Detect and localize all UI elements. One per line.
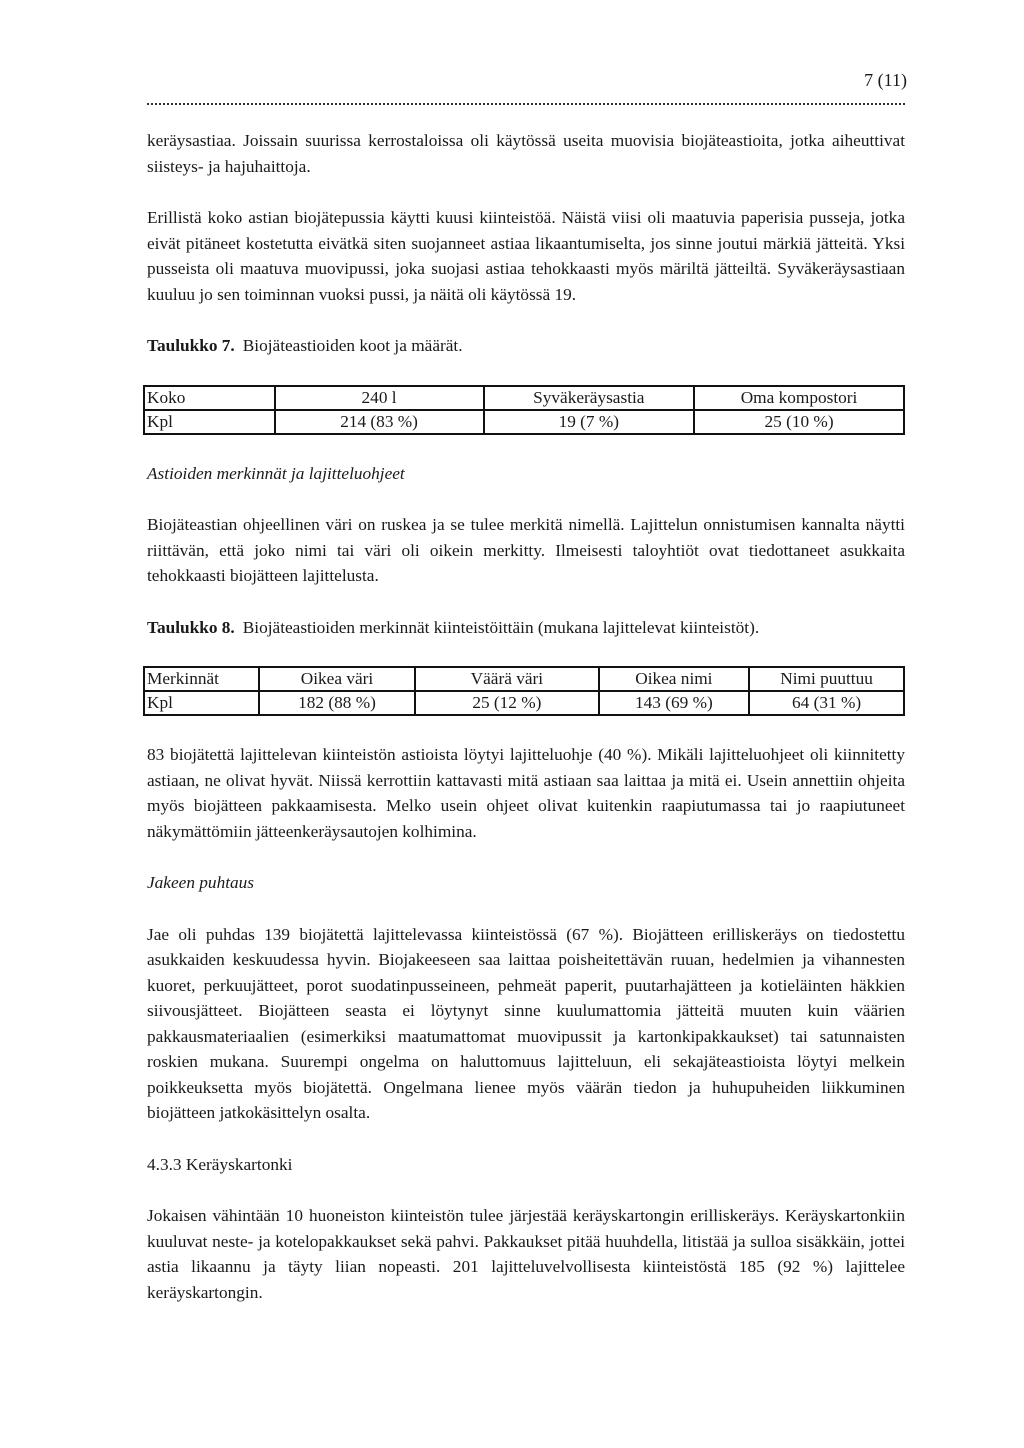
table-cell: Syväkeräysastia [484, 386, 694, 410]
table-8-caption [147, 615, 905, 641]
table-cell: 19 (7 %) [484, 410, 694, 434]
paragraph-cardboard: Jokaisen vähintään 10 huoneiston kiinteistön tulee järjestää keräyskartongin erilliskeräys. Keräyskartonkiin kuuluvat neste- ja kotelopakkaukset sekä pahvi. Pakkaukset pitää huuhdella, litistää ja sulloa sisäkkäin, jottei astia likaannu ja täyty liian nopeasti. 201 lajitteluvelvollisesta kiinteistöstä 185 (92 %) lajittelee keräyskartongin. [147, 1206, 905, 1302]
table-cell: 25 (10 %) [694, 410, 904, 434]
table-cell: Oikea nimi [599, 667, 750, 691]
table-8-label: Taulukko 8. [147, 617, 235, 637]
table-cell: Oikea väri [259, 667, 415, 691]
table-cell: Kpl [144, 691, 259, 715]
table-row [144, 667, 904, 691]
table-7-label: Taulukko 7. [147, 336, 235, 355]
table-cell: 64 (31 %) [749, 691, 904, 715]
table-cell: Kpl [144, 410, 275, 434]
table-row [144, 410, 904, 434]
table-cell: 182 (88 %) [259, 691, 415, 715]
paragraph-biowaste-bags: Erillistä koko astian biojätepussia käytti kuusi kiinteistöä. Näistä viisi oli maatuvia paperisia pusseja, jotka eivät pitäneet kostetutta eivätkä siten suojanneet astiaa likaantumiselta, jos sinne joutui märkiä jätteitä. Yksi pusseista oli maatuva muovipussi, joka suojasi astiaa tehokkaasti myös märiltä jätteiltä. Syväkeräysastiaan kuuluu jo sen toiminnan vuoksi pussi, ja näitä oli käytössä 19. [147, 208, 905, 304]
header-divider [147, 103, 905, 105]
paragraph-bin-types: keräysastiaa. Joissain suurissa kerrostaloissa oli käytössä useita muovisia biojäteastioita, jotka aiheuttivat siisteys- ja hajuhaittoja. [147, 131, 905, 176]
table-cell: Oma kompostori [694, 386, 904, 410]
heading-purity: Jakeen puhtaus [147, 873, 255, 892]
table-cell: 214 (83 %) [275, 410, 484, 434]
table-row [144, 691, 904, 715]
table-row [144, 386, 904, 410]
table-cell: Väärä väri [415, 667, 598, 691]
table-7-caption [147, 333, 905, 359]
paragraph-markings: Biojäteastian ohjeellinen väri on ruskea ja se tulee merkitä nimellä. Lajittelun onnistumisen kannalta näytti riittävän, että joko nimi tai väri oli oikein merkitty. Ilmeisesti taloyhtiöt ovat tiedottaneet asukkaita tehokkaasti biojätteen lajittelusta. [147, 515, 905, 585]
table-cell: Nimi puuttuu [749, 667, 904, 691]
table-cell: Koko [144, 386, 275, 410]
page-number: 7 (11) [864, 70, 907, 90]
page-body [147, 128, 905, 1305]
table-7-title: Biojäteastioiden koot ja määrät. [242, 336, 463, 355]
table-cell: Merkinnät [144, 667, 259, 691]
paragraph-purity: Jae oli puhdas 139 biojätettä lajittelevassa kiinteistössä (67 %). Biojätteen erilliskeräys on tiedostettu asukkaiden keskuudessa hyvin. Biojakeeseen saa laittaa poisheitettävän ruuan, hedelmien ja vihannesten kuoret, perkuujätteet, porot suodatinpusseineen, pehmeät paperit, puutarhajätteen ja kotieläinten häkkien siivousjätteet. Biojätteen seasta ei löytynyt sinne kuulumattomia jätteitä muuten kuin väärien pakkausmateriaalien (esimerkiksi maatumattomat muovipussit ja kartonkipakkaukset) tai satunnaisten roskien mukana. Suurempi ongelma on haluttomuus lajitteluun, eli sekajäteastioista löytyi melkein poikkeuksetta myös biojätettä. Ongelmana lienee myös väärän tiedon ja huhupuheiden liikkuminen biojätteen jatkokäsittelyn osalta. [147, 924, 905, 1122]
table-cell: 143 (69 %) [599, 691, 750, 715]
table-8 [143, 666, 905, 716]
table-7 [143, 385, 905, 435]
table-8-title: Biojäteastioiden merkinnät kiinteistöittäin (mukana lajittelevat kiinteistöt). [242, 617, 760, 637]
section-heading: 4.3.3 Keräyskartonki [147, 1154, 293, 1174]
paragraph-sorting-instructions: 83 biojätettä lajittelevan kiinteistön astioista löytyi lajitteluohje (40 %). Mikäli lajitteluohjeet oli kiinnitetty astiaan, ne olivat hyvät. Niissä kerrottiin kattavasti mitä astiaan saa laittaa ja mitä ei. Usein annettiin ohjeita myös biojätteen pakkaamisesta. Melko usein ohjeet olivat kuitenkin raapiutumassa tai jo raapiutuneet näkymättömiin jätteenkeräysautojen kolhimina. [147, 745, 905, 841]
table-cell: 25 (12 %) [415, 691, 598, 715]
heading-markings: Astioiden merkinnät ja lajitteluohjeet [147, 463, 405, 483]
table-cell: 240 l [275, 386, 484, 410]
